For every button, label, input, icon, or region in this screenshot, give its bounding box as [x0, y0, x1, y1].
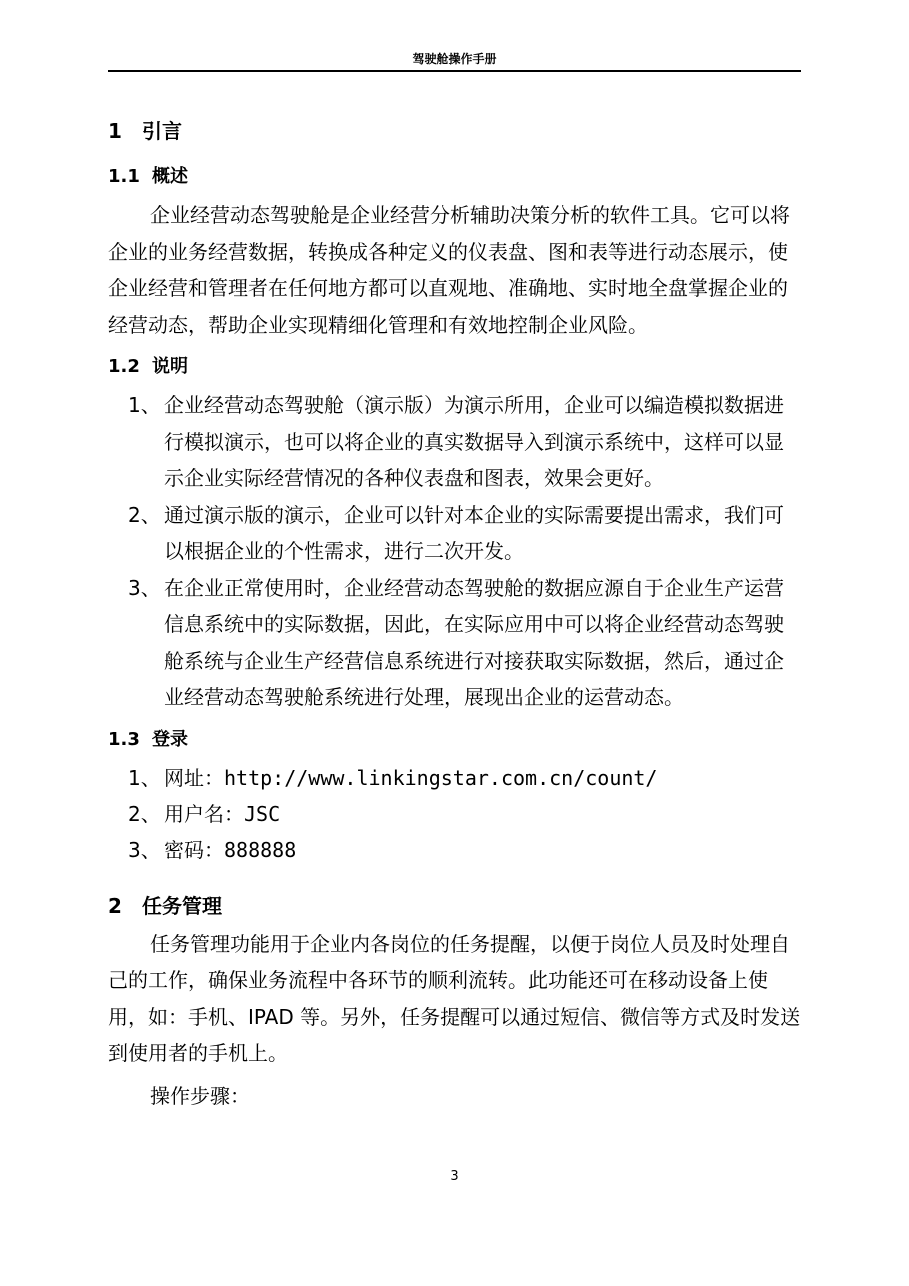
list-marker: 2、	[128, 801, 161, 826]
page-content	[108, 113, 801, 1114]
heading-text: 概述	[152, 166, 188, 187]
list-marker: 1、	[128, 393, 161, 417]
list-item	[108, 497, 801, 570]
list-marker: 1、	[128, 765, 161, 790]
header-divider	[108, 70, 801, 72]
heading-number: 1.1	[108, 166, 140, 187]
heading-number: 1	[108, 119, 122, 143]
list-marker: 3、	[128, 575, 161, 600]
login-password-label: 密码：	[164, 837, 224, 862]
heading-text: 说明	[152, 356, 188, 377]
task-management-paragraph: 任务管理功能用于企业内各岗位的任务提醒，以便于岗位人员及时处理自己的工作，确保业务流程中各环节的顺利流转。此功能还可在移动设备上使用，如：手机、IPAD 等。另外，任务提醒可以通过短信、微信等方式及时发送到使用者的手机上。	[108, 931, 801, 1065]
list-marker: 3、	[128, 837, 161, 862]
login-url-link[interactable]: http://www.linkingstar.com.cn/count/	[224, 765, 658, 790]
notes-list	[108, 387, 801, 716]
heading-number: 1.2	[108, 356, 140, 377]
login-password-item	[108, 832, 801, 868]
list-item	[108, 387, 801, 497]
heading-text: 引言	[142, 119, 182, 143]
heading-text: 登录	[152, 728, 188, 750]
running-header-title: 驾驶舱操作手册	[412, 52, 497, 66]
login-info-list	[108, 760, 801, 868]
heading-section-1	[108, 113, 801, 149]
page-number: 3	[450, 1169, 459, 1184]
heading-text: 任务管理	[142, 893, 222, 918]
heading-section-1-2	[108, 351, 801, 383]
login-username-label: 用户名：	[164, 801, 244, 826]
heading-number: 1.3	[108, 728, 140, 750]
heading-number: 2	[108, 893, 122, 918]
list-item-text: 通过演示版的演示，企业可以针对本企业的实际需要提出需求，我们可以根据企业的个性需求，进行二次开发。	[164, 502, 784, 563]
heading-section-1-3	[108, 724, 801, 756]
list-item	[108, 570, 801, 716]
heading-section-1-1	[108, 161, 801, 193]
operation-steps-label: 操作步骤：	[150, 1083, 250, 1108]
heading-section-2	[108, 888, 801, 924]
login-url-item	[108, 760, 801, 796]
overview-paragraph: 企业经营动态驾驶舱是企业经营分析辅助决策分析的软件工具。它可以将企业的业务经营数据，转换成各种定义的仪表盘、图和表等进行动态展示，使企业经营和管理者在任何地方都可以直观地、准确地、实时地全盘掌握企业的经营动态，帮助企业实现精细化管理和有效地控制企业风险。	[108, 203, 790, 337]
login-url-label: 网址：	[164, 765, 224, 790]
list-item-text: 在企业正常使用时，企业经营动态驾驶舱的数据应源自于企业生产运营信息系统中的实际数据，因此，在实际应用中可以将企业经营动态驾驶舱系统与企业生产经营信息系统进行对接获取实际数据，然后，通过企业经营动态驾驶舱系统进行处理，展现出企业的运营动态。	[164, 575, 784, 709]
list-marker: 2、	[128, 502, 161, 527]
list-item-text: 企业经营动态驾驶舱（演示版）为演示所用，企业可以编造模拟数据进行模拟演示，也可以将企业的真实数据导入到演示系统中，这样可以显示企业实际经营情况的各种仪表盘和图表，效果会更好。	[164, 393, 784, 490]
login-username-item	[108, 796, 801, 832]
running-header	[108, 50, 801, 68]
login-password-value: 888888	[224, 837, 297, 862]
login-username-value: JSC	[244, 801, 281, 826]
